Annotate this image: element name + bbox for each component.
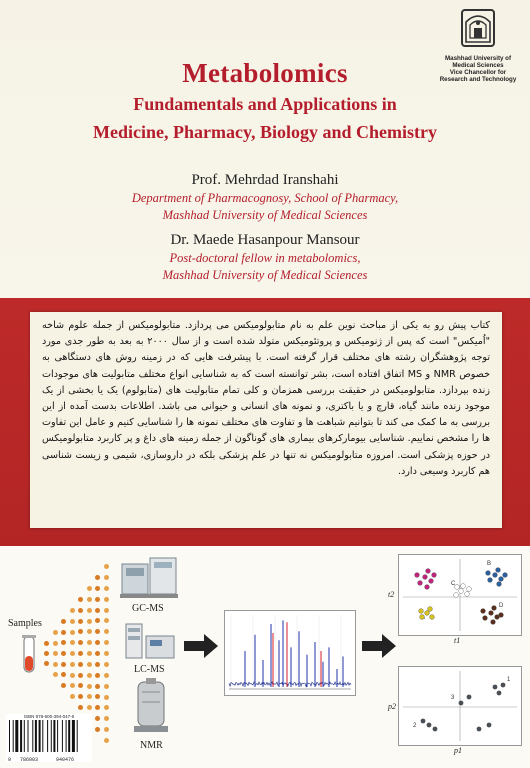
- sample-dot: [95, 651, 100, 656]
- sample-dot: [70, 651, 75, 656]
- sample-dot: [95, 673, 100, 678]
- barcode-bar: [66, 720, 67, 752]
- score-point: [467, 695, 472, 700]
- book-title: Metabolomics: [182, 58, 348, 88]
- cluster-point: [491, 620, 496, 625]
- sample-dot: [70, 619, 75, 624]
- barcode-bar: [24, 720, 25, 752]
- barcode-bar: [72, 720, 75, 752]
- authors-block: [0, 170, 530, 284]
- cluster-point: [423, 575, 428, 580]
- barcode-bar: [20, 720, 22, 752]
- sample-dot: [104, 727, 109, 732]
- sample-dot: [104, 684, 109, 689]
- author-affiliation: Mashhad University of Medical Sciences: [162, 208, 368, 222]
- sample-dot: [53, 630, 58, 635]
- sample-dot: [104, 705, 109, 710]
- plot1-x-axis-label: t1: [454, 636, 461, 645]
- abstract-box: [30, 312, 502, 528]
- barcode-right-digits: 940476: [56, 757, 75, 763]
- barcode-left-digits: 786003: [20, 757, 39, 763]
- sample-dot: [104, 629, 109, 634]
- sample-dot: [104, 608, 109, 613]
- cluster-point: [497, 582, 502, 587]
- sample-dot: [61, 651, 66, 656]
- chromatogram-svg: [225, 611, 355, 695]
- barcode-bar: [68, 720, 70, 752]
- cluster-point: [454, 593, 459, 598]
- sample-dot: [87, 694, 92, 699]
- sample-dot: [78, 662, 83, 667]
- sample-dot: [87, 608, 92, 613]
- sample-dot: [87, 629, 92, 634]
- score-point: [477, 727, 482, 732]
- scores-plot-svg: [399, 555, 521, 635]
- cluster-label: B: [487, 561, 492, 567]
- point-label: 1: [507, 677, 511, 683]
- sample-dot: [95, 575, 100, 580]
- sample-dot: [87, 640, 92, 645]
- nmr-label: NMR: [140, 740, 163, 751]
- barcode-bar: [57, 720, 58, 752]
- sample-dot: [104, 640, 109, 645]
- sample-dot: [70, 673, 75, 678]
- sample-dot: [78, 608, 83, 613]
- sample-dot: [104, 564, 109, 569]
- barcode-bar: [15, 720, 18, 752]
- sample-dot: [104, 586, 109, 591]
- sample-dot: [95, 694, 100, 699]
- sample-dot: [95, 629, 100, 634]
- sample-dot: [87, 619, 92, 624]
- cluster-point: [499, 577, 504, 582]
- sample-dot: [78, 651, 83, 656]
- plot1-y-axis-label: t2: [388, 590, 395, 599]
- sample-dot: [95, 716, 100, 721]
- sample-dot: [95, 586, 100, 591]
- university-emblem-icon: [458, 8, 498, 48]
- cluster-point: [415, 573, 420, 578]
- sample-dot: [95, 727, 100, 732]
- title-block: [0, 58, 530, 144]
- red-band: [0, 298, 530, 546]
- sample-dot: [44, 641, 49, 646]
- sample-dot: [78, 619, 83, 624]
- sample-dot: [95, 662, 100, 667]
- barcode-bar: [62, 720, 63, 752]
- sample-dot: [87, 662, 92, 667]
- author-name: Prof. Mehrdad Iranshahi: [191, 172, 339, 188]
- plot2-x-axis-label: p1: [454, 746, 462, 755]
- sample-dot: [104, 716, 109, 721]
- isbn-barcode: [6, 714, 92, 762]
- barcode-bar: [28, 720, 29, 752]
- sample-dot: [61, 630, 66, 635]
- barcode-bar: [53, 720, 55, 752]
- sample-dot: [95, 618, 100, 623]
- book-subtitle-line1: Fundamentals and Applications in: [133, 94, 397, 114]
- cluster-point: [488, 578, 493, 583]
- scores-plot-points: [398, 666, 522, 746]
- scores-plot2-svg: [399, 667, 521, 745]
- sample-dot: [61, 683, 66, 688]
- cluster-point: [425, 585, 430, 590]
- arrow-right-icon: [184, 634, 218, 658]
- sample-dot: [70, 630, 75, 635]
- score-point: [497, 691, 502, 696]
- score-point: [493, 685, 498, 690]
- sample-dot: [78, 673, 83, 678]
- cluster-label: D: [499, 603, 504, 609]
- barcode-bar: [39, 720, 41, 752]
- sample-dot: [61, 619, 66, 624]
- sample-dot: [61, 672, 66, 677]
- sample-dot: [53, 641, 58, 646]
- score-point: [459, 701, 464, 706]
- sample-dot: [70, 683, 75, 688]
- cluster-point: [459, 589, 464, 594]
- sample-dot: [104, 618, 109, 623]
- plot2-y-axis-label: p2: [388, 702, 396, 711]
- sample-dot: [78, 640, 83, 645]
- cluster-point: [429, 579, 434, 584]
- sample-dot: [87, 586, 92, 591]
- logo-line: Research and Technology: [439, 76, 517, 83]
- sample-dot: [95, 640, 100, 645]
- sample-dot: [95, 705, 100, 710]
- author-affiliation: Mashhad University of Medical Sciences: [162, 268, 368, 282]
- cluster-point: [496, 568, 501, 573]
- arrow-right-icon: [362, 634, 396, 658]
- cluster-point: [418, 581, 423, 586]
- sample-dot: [78, 629, 83, 634]
- barcode-bar: [9, 720, 10, 752]
- sample-dot: [78, 683, 83, 688]
- cluster-point: [467, 587, 472, 592]
- cluster-point: [432, 573, 437, 578]
- sample-dot: [95, 597, 100, 602]
- sample-dot: [87, 705, 92, 710]
- barcode-bar: [51, 720, 52, 752]
- abstract-text: کتاب پیش رو به یکی از مباحث نوین علم به نام متابولومیکس می پردازد. متابولومیکس از جمله علوم شاخه "اُمیکس" است که پس از ژنومیکس و پروتئومیکس متولد شده است و از سال ۲۰۰۰ به بعد به طور جدی مورد توجه پژوهشگران رشته های مختلف قرار گرفته است. با پیشرفت هایی که در زمینه روش های دستگاهی به خصوص NMR و MS اتفاق افتاده است، بشر توانسته است که به شناسایی انواع مختلف متابولیت های موجودات زنده بپردازد. متابولومیکس در حقیقت بررسی همزمان و کلی تمام متابولیت های (متابولوم) یک یا بخشی از یک موجود زنده مانند گیاه، قارچ و یا باکتری، و نمونه های انسانی و حیوانی می باشد. اطلاعات بدست آمده از این بررسی به ما کمک می کند تا بتوانیم شباهت ها و تفاوت های مختلف نمونه ها را شناسایی کنیم و عامل این تفاوت ها را مشخص نماییم. شناسایی بیومارکرهای بیماری های گوناگون از جمله زمینه های داغ و پر کاربرد متابولومیکس در حوزه پزشکی است. امروزه متابولومیکس نه تنها در علم پزشکی بلکه در داروسازی، شیمی و زیست شناسی هم کاربرد وسیعی دارد.: [42, 320, 491, 477]
- cluster-point: [428, 607, 433, 612]
- sample-dot: [70, 662, 75, 667]
- book-subtitle-line2: Medicine, Pharmacy, Biology and Chemistry: [93, 122, 437, 142]
- cluster-point: [426, 569, 431, 574]
- point-label: 3: [451, 695, 455, 701]
- cluster-point: [492, 606, 497, 611]
- cluster-point: [481, 609, 486, 614]
- point-label: 2: [413, 723, 417, 729]
- sample-dot: [87, 673, 92, 678]
- barcode-bar: [35, 720, 37, 752]
- sample-dot: [87, 597, 92, 602]
- nmr-instrument-icon: [132, 678, 170, 734]
- score-point: [501, 683, 506, 688]
- barcode-bar: [77, 720, 78, 752]
- barcode-bar: [42, 720, 43, 752]
- sample-dot: [104, 673, 109, 678]
- sample-dot: [87, 651, 92, 656]
- barcode-lead-digit: 9: [8, 757, 12, 763]
- sample-dot: [78, 694, 83, 699]
- sample-dot: [70, 640, 75, 645]
- gc-ms-instrument-icon: [120, 554, 178, 600]
- cluster-point: [461, 584, 466, 589]
- author-name: Dr. Maede Hasanpour Mansour: [170, 232, 360, 248]
- cluster-point: [499, 613, 504, 618]
- sample-dot: [78, 705, 83, 710]
- cluster-point: [483, 616, 488, 621]
- chromatogram-plot: [224, 610, 356, 696]
- sample-dot: [70, 608, 75, 613]
- cluster-point: [465, 592, 470, 597]
- sample-dot: [104, 738, 109, 743]
- cluster-point: [420, 615, 425, 620]
- sample-dot: [95, 684, 100, 689]
- isbn-text: ISBN 978-600-394-047-6: [23, 714, 75, 719]
- cluster-point: [503, 573, 508, 578]
- sample-dot: [70, 694, 75, 699]
- sample-dot: [53, 662, 58, 667]
- score-point: [427, 723, 432, 728]
- workflow-illustration: [0, 546, 530, 768]
- sample-dot: [104, 597, 109, 602]
- barcode-bar: [32, 720, 33, 752]
- sample-dot: [78, 597, 83, 602]
- score-point: [433, 727, 438, 732]
- cluster-point: [493, 573, 498, 578]
- logo-line: Mashhad University of: [444, 55, 511, 62]
- sample-dot: [104, 651, 109, 656]
- sample-dot: [104, 695, 109, 700]
- sample-dot: [95, 608, 100, 613]
- author-affiliation: Post-doctoral fellow in metabolomics,: [169, 251, 361, 265]
- sample-dot: [61, 640, 66, 645]
- sample-dot: [87, 684, 92, 689]
- cluster-label: C: [451, 581, 456, 587]
- lc-ms-instrument-icon: [122, 622, 176, 662]
- score-point: [421, 719, 426, 724]
- logo-line: Vice Chancellor for: [449, 69, 507, 76]
- cluster-point: [419, 609, 424, 614]
- author-affiliation: Department of Pharmacognosy, School of Pharmacy,: [131, 191, 399, 205]
- test-tube-icon: [14, 634, 44, 678]
- score-point: [487, 723, 492, 728]
- sample-dot: [61, 662, 66, 667]
- scores-plot-clusters: [398, 554, 522, 636]
- barcode-bar: [47, 720, 48, 752]
- sample-dot: [53, 651, 58, 656]
- cluster-point: [489, 611, 494, 616]
- sample-dot: [44, 651, 49, 656]
- sample-dot: [104, 575, 109, 580]
- samples-label: Samples: [8, 618, 42, 629]
- sample-dot: [53, 672, 58, 677]
- cluster-point: [430, 615, 435, 620]
- gc-ms-label: GC-MS: [132, 603, 164, 614]
- lc-ms-label: LC-MS: [134, 664, 165, 675]
- barcode-bars-icon: [6, 720, 92, 752]
- sample-dot: [104, 662, 109, 667]
- sample-dot: [44, 661, 49, 666]
- barcode-bar: [13, 720, 14, 752]
- logo-line: Medical Sciences: [452, 62, 504, 69]
- cluster-point: [486, 571, 491, 576]
- cluster-point: [425, 611, 430, 616]
